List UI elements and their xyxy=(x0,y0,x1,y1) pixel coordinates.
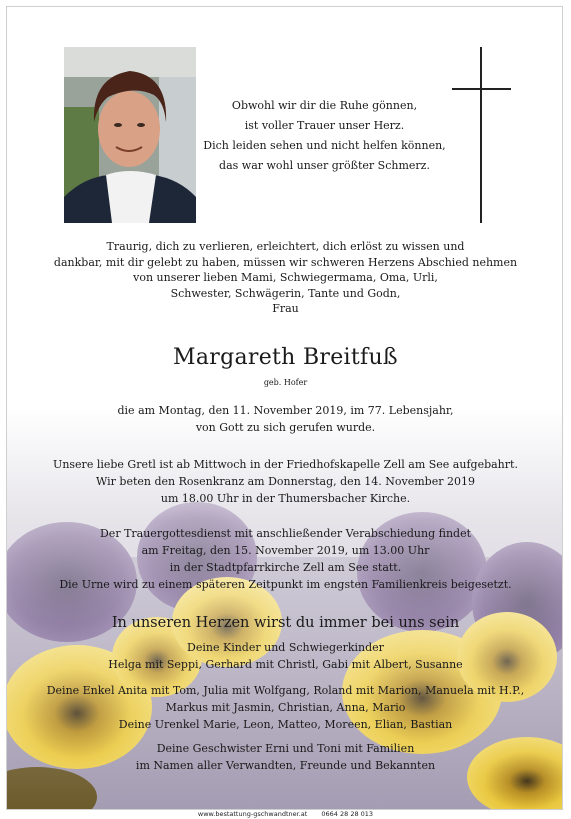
intro-line: dankbar, mit dir gelebt zu haben, müssen wir schweren Herzens Abschied nehmen xyxy=(53,255,518,269)
intro-line: Traurig, dich zu verlieren, erleichtert, dich erlöst zu wissen und xyxy=(106,240,465,253)
family-line: Deine Geschwister Erni und Toni mit Familien xyxy=(156,742,415,755)
motto: In unseren Herzen wirst du immer bei uns sein xyxy=(111,615,460,631)
family-line: Markus mit Jasmin, Christian, Anna, Mario xyxy=(165,701,406,714)
poem-line: Dich leiden sehen und nicht helfen können, xyxy=(203,139,446,152)
death-line: von Gott zu sich gerufen wurde. xyxy=(195,421,376,434)
family-line: im Namen aller Verwandten, Freunde und Bekannten xyxy=(135,759,436,772)
cross-icon-vertical xyxy=(480,47,482,223)
cross-icon-horizontal xyxy=(452,88,511,90)
birth-name: geb. Hofer xyxy=(263,378,308,387)
service-line: am Freitag, den 15. November 2019, um 13.00 Uhr xyxy=(141,544,430,557)
intro-line: Schwester, Schwägerin, Tante und Godn, xyxy=(170,286,401,300)
poem xyxy=(197,96,452,176)
viewing-line: Unsere liebe Gretl ist ab Mittwoch in der Friedhofskapelle Zell am See aufgebahrt. xyxy=(53,458,518,471)
family-line: Deine Enkel Anita mit Tom, Julia mit Wolfgang, Roland mit Marion, Manuela mit H.P., xyxy=(46,684,525,697)
portrait-photo xyxy=(64,47,196,223)
family-line: Deine Urenkel Marie, Leon, Matteo, Moreen, Elian, Bastian xyxy=(118,718,453,731)
footer-website[interactable]: www.bestattung-gschwandtner.at xyxy=(197,810,308,818)
family-children xyxy=(7,639,563,673)
intro-line: von unserer lieben Mami, Schwiegermama, Oma, Urli, xyxy=(133,271,438,284)
death-announcement xyxy=(7,402,563,436)
family-grandchildren xyxy=(7,682,563,733)
service-info xyxy=(7,525,563,593)
poem-line: ist voller Trauer unser Herz. xyxy=(244,119,405,132)
intro-line: Frau xyxy=(272,302,299,315)
viewing-info xyxy=(7,456,563,507)
viewing-line: Wir beten den Rosenkranz am Donnerstag, den 14. November 2019 xyxy=(96,475,475,488)
deceased-name: Margareth Breitfuß xyxy=(173,345,398,370)
service-line: in der Stadtpfarrkirche Zell am See statt. xyxy=(169,561,402,574)
family-siblings xyxy=(7,740,563,774)
poem-line: das war wohl unser größter Schmerz. xyxy=(219,159,430,172)
service-line: Der Trauergottesdienst mit anschließender Verabschiedung findet xyxy=(99,527,472,540)
intro-text xyxy=(7,239,563,317)
parte-card xyxy=(6,6,563,810)
family-line: Deine Kinder und Schwiegerkinder xyxy=(187,641,384,654)
footer-phone: 0664 28 28 013 xyxy=(321,810,374,818)
footer xyxy=(0,810,571,819)
viewing-line: um 18.00 Uhr in der Thumersbacher Kirche. xyxy=(160,492,411,505)
service-line: Die Urne wird zu einem späteren Zeitpunkt im engsten Familienkreis beigesetzt. xyxy=(59,578,512,591)
poem-line: Obwohl wir dir die Ruhe gönnen, xyxy=(231,99,418,112)
family-line: Helga mit Seppi, Gerhard mit Christl, Gabi mit Albert, Susanne xyxy=(108,658,463,671)
death-line: die am Montag, den 11. November 2019, im 77. Lebensjahr, xyxy=(117,404,454,417)
